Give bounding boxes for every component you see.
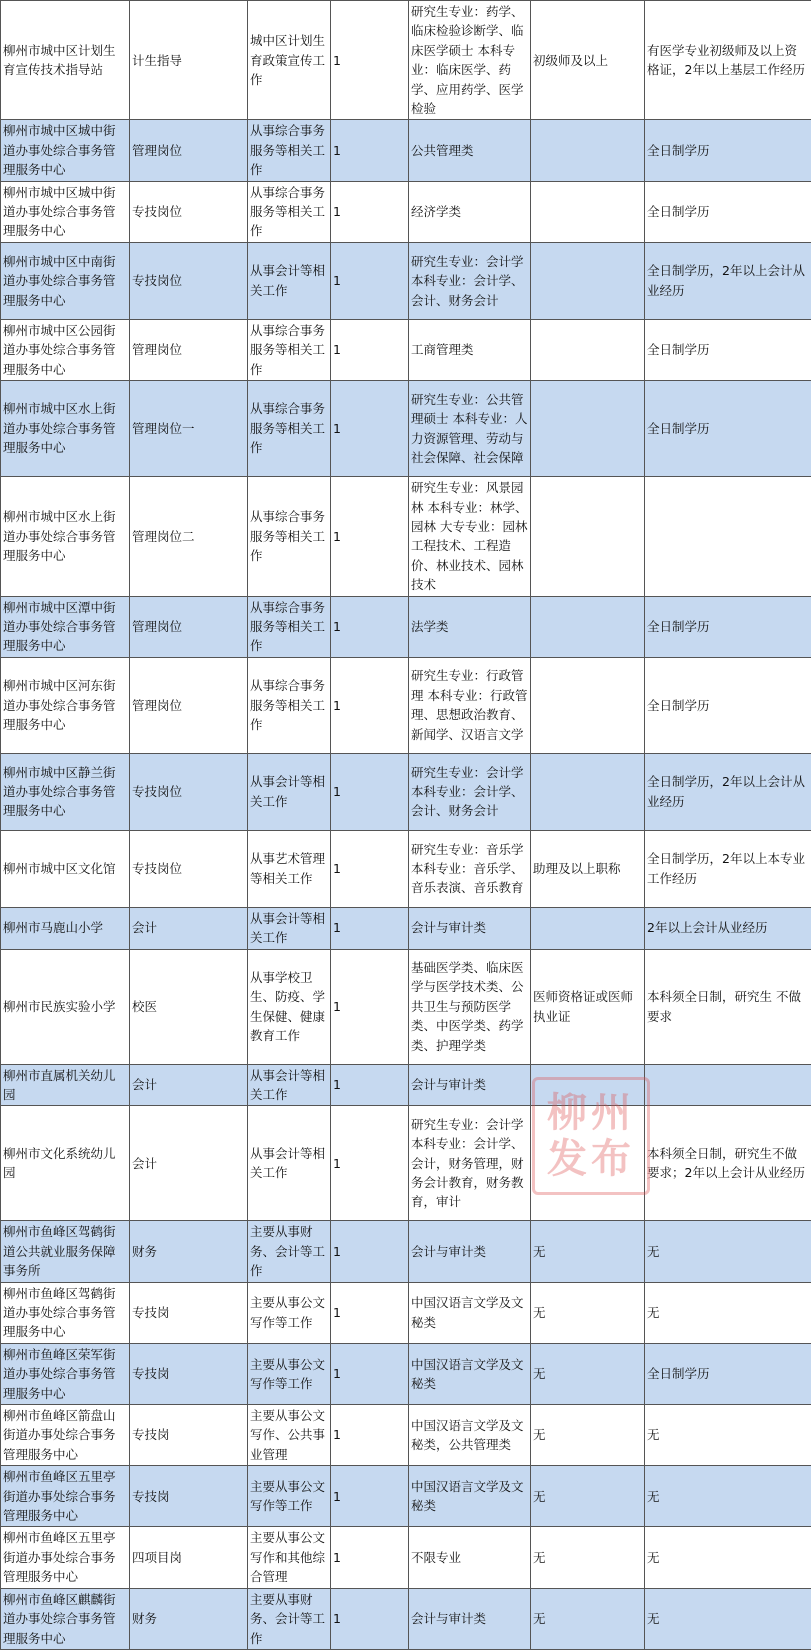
other-cell: 本科须全日制，研究生不做要求；2年以上会计从业经历: [645, 1106, 811, 1221]
duty-cell: 从事综合事务服务等相关工作: [248, 477, 331, 596]
major-cell: 法学类: [409, 596, 531, 657]
table-row: [1, 1405, 811, 1466]
unit-cell: 柳州市鱼峰区驾鹤街道办事处综合事务管理服务中心: [1, 1282, 130, 1343]
duty-cell: 主要从事财务、会计等工作: [248, 1588, 331, 1649]
count-cell: 1: [331, 907, 409, 949]
cert-cell: 无: [531, 1405, 645, 1466]
table-row: [1, 1282, 811, 1343]
unit-cell: 柳州市城中区水上街道办事处综合事务管理服务中心: [1, 477, 130, 596]
count-cell: 1: [331, 596, 409, 657]
major-cell: 研究生专业：会计学 本科专业：会计学、会计、财务会计: [409, 753, 531, 830]
duty-cell: 从事会计等相关工作: [248, 753, 331, 830]
duty-cell: 从事综合事务服务等相关工作: [248, 120, 331, 181]
table-row: [1, 830, 811, 907]
unit-cell: 柳州市城中区计划生育宣传技术指导站: [1, 1, 130, 120]
other-cell: 全日制学历: [645, 319, 811, 380]
table-row: [1, 1106, 811, 1221]
count-cell: 1: [331, 477, 409, 596]
post-cell: 管理岗位: [130, 657, 248, 753]
other-cell: 全日制学历，2年以上会计从业经历: [645, 242, 811, 319]
duty-cell: 城中区计划生育政策宣传工作: [248, 1, 331, 120]
major-cell: 会计与审计类: [409, 1064, 531, 1106]
major-cell: 研究生专业：药学、临床检验诊断学、临床医学硕士 本科专业：临床医学、药学、应用药学、医学检验: [409, 1, 531, 120]
cert-cell: [531, 477, 645, 596]
cert-cell: [531, 242, 645, 319]
unit-cell: 柳州市城中区文化馆: [1, 830, 130, 907]
count-cell: 1: [331, 120, 409, 181]
unit-cell: 柳州市城中区潭中街道办事处综合事务管理服务中心: [1, 596, 130, 657]
duty-cell: 从事会计等相关工作: [248, 1106, 331, 1221]
table-row: [1, 477, 811, 596]
duty-cell: 主要从事公文写作等工作: [248, 1343, 331, 1404]
count-cell: 1: [331, 1588, 409, 1649]
post-cell: 专技岗位: [130, 242, 248, 319]
duty-cell: 从事综合事务服务等相关工作: [248, 596, 331, 657]
post-cell: 管理岗位: [130, 596, 248, 657]
other-cell: 全日制学历，2年以上本专业工作经历: [645, 830, 811, 907]
post-cell: 专技岗: [130, 1282, 248, 1343]
post-cell: 专技岗位: [130, 181, 248, 242]
major-cell: 公共管理类: [409, 120, 531, 181]
table-row: [1, 1466, 811, 1527]
post-cell: 管理岗位: [130, 319, 248, 380]
post-cell: 专技岗: [130, 1405, 248, 1466]
duty-cell: 从事会计等相关工作: [248, 907, 331, 949]
duty-cell: 从事艺术管理等相关工作: [248, 830, 331, 907]
major-cell: 研究生专业：会计学 本科专业：会计学、会计、财务会计: [409, 242, 531, 319]
cert-cell: [531, 1106, 645, 1221]
table-row: [1, 381, 811, 477]
cert-cell: [531, 907, 645, 949]
post-cell: 四项目岗: [130, 1527, 248, 1588]
cert-cell: 无: [531, 1221, 645, 1282]
unit-cell: 柳州市城中区河东街道办事处综合事务管理服务中心: [1, 657, 130, 753]
duty-cell: 主要从事公文写作等工作: [248, 1466, 331, 1527]
cert-cell: 无: [531, 1466, 645, 1527]
other-cell: 无: [645, 1221, 811, 1282]
major-cell: 中国汉语言文学及文秘类，公共管理类: [409, 1405, 531, 1466]
other-cell: 全日制学历: [645, 1343, 811, 1404]
major-cell: 会计与审计类: [409, 1588, 531, 1649]
unit-cell: 柳州市鱼峰区五里亭街道办事处综合事务管理服务中心: [1, 1527, 130, 1588]
duty-cell: 从事会计等相关工作: [248, 242, 331, 319]
cert-cell: [531, 181, 645, 242]
table-row: [1, 181, 811, 242]
cert-cell: [531, 120, 645, 181]
post-cell: 会计: [130, 1106, 248, 1221]
table-row: [1, 319, 811, 380]
duty-cell: 从事综合事务服务等相关工作: [248, 657, 331, 753]
duty-cell: 从事综合事务服务等相关工作: [248, 319, 331, 380]
major-cell: 基础医学类、临床医学与医学技术类、公共卫生与预防医学类、中医学类、药学类、护理学类: [409, 949, 531, 1064]
table-row: [1, 1221, 811, 1282]
other-cell: [645, 477, 811, 596]
table-row: [1, 1064, 811, 1106]
count-cell: 1: [331, 657, 409, 753]
other-cell: 本科须全日制，研究生 不做要求: [645, 949, 811, 1064]
other-cell: [645, 1064, 811, 1106]
major-cell: 研究生专业：会计学 本科专业：会计学、会计，财务管理，财务会计教育，财务教育，审计: [409, 1106, 531, 1221]
post-cell: 管理岗位二: [130, 477, 248, 596]
table-row: [1, 1527, 811, 1588]
duty-cell: 从事综合事务服务等相关工作: [248, 181, 331, 242]
count-cell: 1: [331, 381, 409, 477]
unit-cell: 柳州市鱼峰区麒麟街道办事处综合事务管理服务中心: [1, 1588, 130, 1649]
count-cell: 1: [331, 1221, 409, 1282]
count-cell: 1: [331, 1466, 409, 1527]
major-cell: 中国汉语言文学及文秘类: [409, 1343, 531, 1404]
cert-cell: [531, 381, 645, 477]
cert-cell: 无: [531, 1527, 645, 1588]
other-cell: 有医学专业初级师及以上资格证，2年以上基层工作经历: [645, 1, 811, 120]
unit-cell: 柳州市马鹿山小学: [1, 907, 130, 949]
count-cell: 1: [331, 1, 409, 120]
table-row: [1, 753, 811, 830]
unit-cell: 柳州市鱼峰区箭盘山街道办事处综合事务管理服务中心: [1, 1405, 130, 1466]
table-row: [1, 1588, 811, 1649]
duty-cell: 主要从事公文写作、公共事业管理: [248, 1405, 331, 1466]
cert-cell: [531, 753, 645, 830]
major-cell: 会计与审计类: [409, 907, 531, 949]
duty-cell: 主要从事财务、会计等工作: [248, 1221, 331, 1282]
cert-cell: [531, 596, 645, 657]
count-cell: 1: [331, 1106, 409, 1221]
post-cell: 会计: [130, 1064, 248, 1106]
other-cell: 全日制学历: [645, 181, 811, 242]
count-cell: 1: [331, 949, 409, 1064]
cert-cell: [531, 657, 645, 753]
unit-cell: 柳州市直属机关幼儿园: [1, 1064, 130, 1106]
major-cell: 经济学类: [409, 181, 531, 242]
count-cell: 1: [331, 753, 409, 830]
unit-cell: 柳州市城中区水上街道办事处综合事务管理服务中心: [1, 381, 130, 477]
other-cell: 全日制学历: [645, 120, 811, 181]
unit-cell: 柳州市城中区公园街道办事处综合事务管理服务中心: [1, 319, 130, 380]
other-cell: 全日制学历: [645, 657, 811, 753]
cert-cell: 医师资格证或医师执业证: [531, 949, 645, 1064]
post-cell: 管理岗位: [130, 120, 248, 181]
cert-cell: 无: [531, 1588, 645, 1649]
unit-cell: 柳州市鱼峰区荣军街道办事处综合事务管理服务中心: [1, 1343, 130, 1404]
post-cell: 专技岗: [130, 1343, 248, 1404]
major-cell: 中国汉语言文学及文秘类: [409, 1466, 531, 1527]
table-row: [1, 242, 811, 319]
table-row: [1, 1343, 811, 1404]
unit-cell: 柳州市城中区静兰街道办事处综合事务管理服务中心: [1, 753, 130, 830]
count-cell: 1: [331, 181, 409, 242]
cert-cell: 无: [531, 1282, 645, 1343]
unit-cell: 柳州市城中区城中街道办事处综合事务管理服务中心: [1, 120, 130, 181]
post-cell: 管理岗位一: [130, 381, 248, 477]
unit-cell: 柳州市鱼峰区驾鹤街道公共就业服务保障事务所: [1, 1221, 130, 1282]
cert-cell: 助理及以上职称: [531, 830, 645, 907]
duty-cell: 从事学校卫生、防疫、学生保健、健康教育工作: [248, 949, 331, 1064]
unit-cell: 柳州市城中区城中街道办事处综合事务管理服务中心: [1, 181, 130, 242]
unit-cell: 柳州市民族实验小学: [1, 949, 130, 1064]
other-cell: 无: [645, 1466, 811, 1527]
table-row: [1, 120, 811, 181]
count-cell: 1: [331, 830, 409, 907]
count-cell: 1: [331, 242, 409, 319]
duty-cell: 主要从事公文写作等工作: [248, 1282, 331, 1343]
major-cell: 研究生专业：音乐学 本科专业：音乐学、音乐表演、音乐教育: [409, 830, 531, 907]
count-cell: 1: [331, 319, 409, 380]
table-row: [1, 907, 811, 949]
other-cell: 无: [645, 1588, 811, 1649]
major-cell: 会计与审计类: [409, 1221, 531, 1282]
count-cell: 1: [331, 1064, 409, 1106]
post-cell: 计生指导: [130, 1, 248, 120]
cert-cell: [531, 1064, 645, 1106]
other-cell: 无: [645, 1527, 811, 1588]
table-row: [1, 657, 811, 753]
cert-cell: [531, 319, 645, 380]
other-cell: 全日制学历: [645, 381, 811, 477]
table-row: [1, 949, 811, 1064]
major-cell: 研究生专业：风景园林 本科专业：林学、园林 大专专业：园林工程技术、工程造价、林业技术、园林技术: [409, 477, 531, 596]
post-cell: 专技岗位: [130, 753, 248, 830]
duty-cell: 主要从事公文写作和其他综合管理: [248, 1527, 331, 1588]
unit-cell: 柳州市城中区中南街道办事处综合事务管理服务中心: [1, 242, 130, 319]
other-cell: 无: [645, 1405, 811, 1466]
duty-cell: 从事综合事务服务等相关工作: [248, 381, 331, 477]
table-row: [1, 596, 811, 657]
post-cell: 财务: [130, 1588, 248, 1649]
other-cell: 全日制学历，2年以上会计从业经历: [645, 753, 811, 830]
unit-cell: 柳州市鱼峰区五里亭街道办事处综合事务管理服务中心: [1, 1466, 130, 1527]
table-body: [1, 1, 811, 1650]
unit-cell: 柳州市文化系统幼儿园: [1, 1106, 130, 1221]
count-cell: 1: [331, 1343, 409, 1404]
watermark-line1: 柳州: [547, 1090, 635, 1136]
duty-cell: 从事会计等相关工作: [248, 1064, 331, 1106]
major-cell: 研究生专业：公共管理硕士 本科专业：人力资源管理、劳动与社会保障、社会保障: [409, 381, 531, 477]
post-cell: 财务: [130, 1221, 248, 1282]
watermark-line2: 发布: [547, 1136, 635, 1182]
other-cell: 无: [645, 1282, 811, 1343]
post-cell: 专技岗位: [130, 830, 248, 907]
count-cell: 1: [331, 1282, 409, 1343]
other-cell: 全日制学历: [645, 596, 811, 657]
major-cell: 不限专业: [409, 1527, 531, 1588]
post-cell: 专技岗: [130, 1466, 248, 1527]
major-cell: 中国汉语言文学及文秘类: [409, 1282, 531, 1343]
post-cell: 会计: [130, 907, 248, 949]
table-row: [1, 1, 811, 120]
other-cell: 2年以上会计从业经历: [645, 907, 811, 949]
count-cell: 1: [331, 1405, 409, 1466]
count-cell: 1: [331, 1527, 409, 1588]
major-cell: 工商管理类: [409, 319, 531, 380]
post-cell: 校医: [130, 949, 248, 1064]
cert-cell: 无: [531, 1343, 645, 1404]
major-cell: 研究生专业：行政管理 本科专业：行政管理、思想政治教育、新闻学、汉语言文学: [409, 657, 531, 753]
cert-cell: 初级师及以上: [531, 1, 645, 120]
